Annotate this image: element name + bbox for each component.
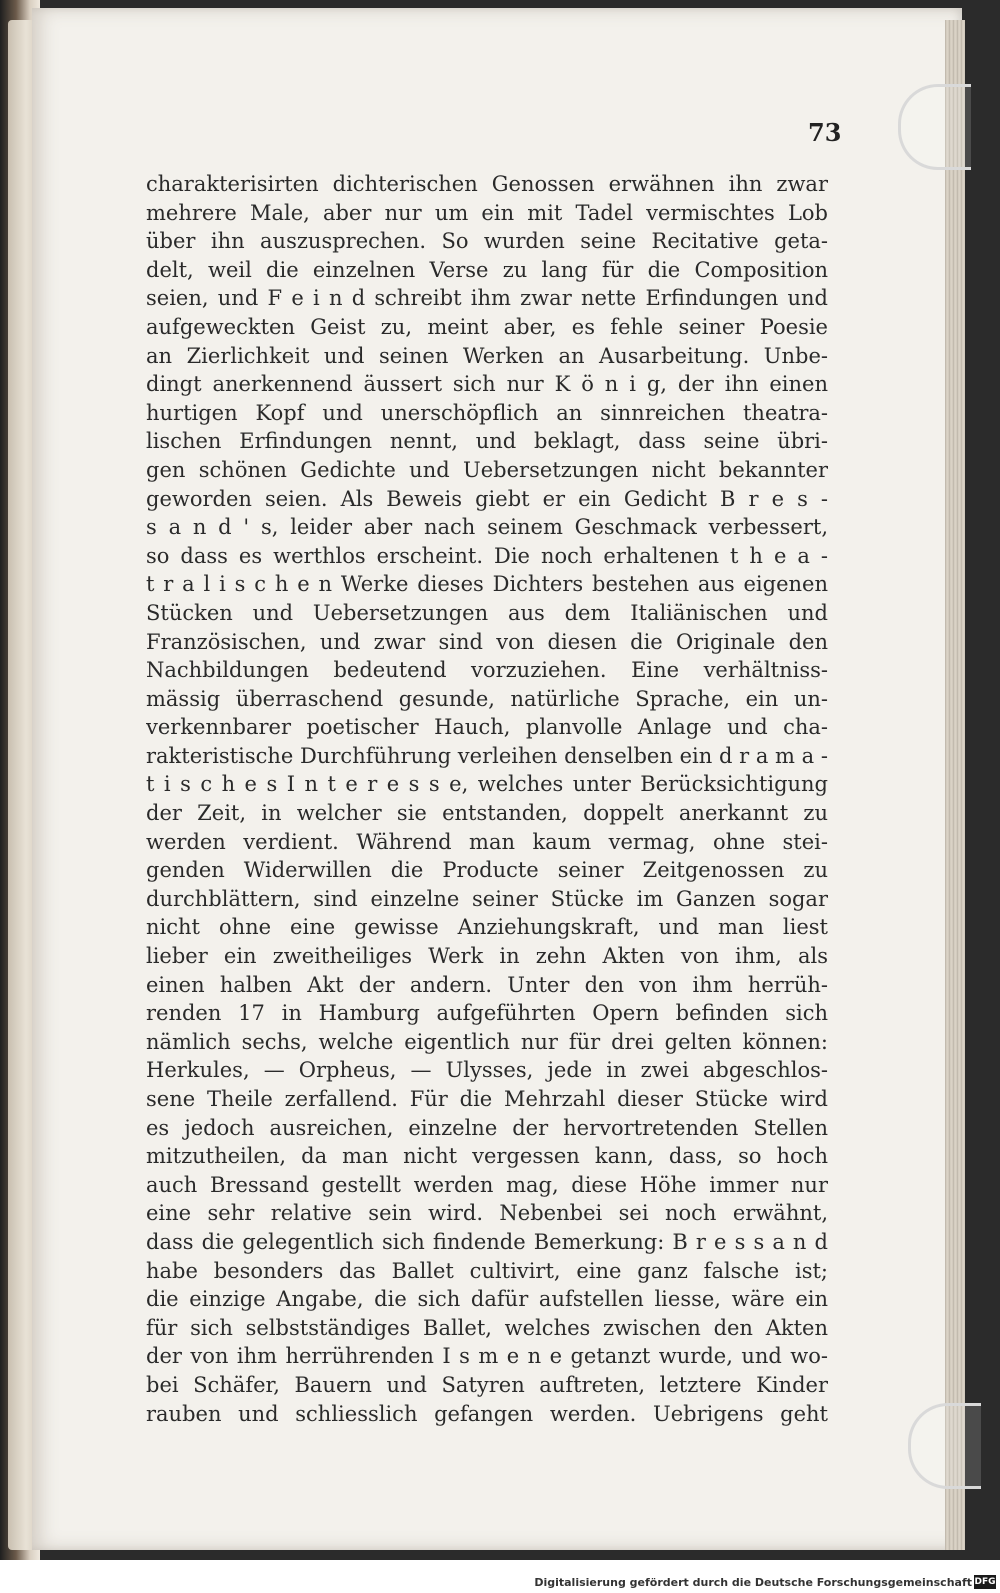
- text-line: Stücken und Uebersetzungen aus dem Italiänischen und: [146, 600, 828, 625]
- text-line: an Zierlichkeit und seinen Werken an Ausarbeitung. Unbe-: [146, 343, 828, 368]
- text-line: über ihn auszusprechen. So wurden seine Recitative geta-: [146, 229, 828, 254]
- text-line: mehrere Male, aber nur um ein mit Tadel vermischtes Lob: [146, 200, 828, 225]
- text-line: nicht ohne eine gewisse Anziehungskraft, und man liest: [146, 915, 828, 940]
- text-line: eine sehr relative sein wird. Nebenbei sei noch erwähnt,: [146, 1201, 828, 1226]
- text-line: auch Bressand gestellt werden mag, diese Höhe immer nur: [146, 1172, 828, 1197]
- dfg-logo: DFG: [974, 1577, 996, 1587]
- text-line: seien, und F e i n d schreibt ihm zwar nette Erfindungen und: [146, 286, 828, 311]
- page-edges: [945, 20, 965, 1550]
- text-line: delt, weil die einzelnen Verse zu lang für die Composition: [146, 257, 828, 282]
- text-line: gen schönen Gedichte und Uebersetzungen nicht bekannter: [146, 457, 828, 482]
- text-line: hurtigen Kopf und unerschöpflich an sinnreichen theatra-: [146, 400, 828, 425]
- text-line: werden verdient. Während man kaum vermag, ohne stei-: [146, 829, 828, 854]
- page-clip-bottom: [908, 1403, 981, 1489]
- footer-credit: Digitalisierung gefördert durch die Deutsche Forschungsgemeinschaft: [534, 1576, 972, 1589]
- text-line: dass die gelegentlich sich findende Bemerkung: B r e s s a n d: [146, 1229, 828, 1254]
- text-line: mitzutheilen, da man nicht vergessen kann, dass, so hoch: [146, 1144, 828, 1169]
- text-line: t i s c h e s I n t e r e s s e, welches unter Berücksichtigung: [146, 772, 828, 797]
- text-line: s a n d ' s, leider aber nach seinem Geschmack verbessert,: [146, 515, 828, 540]
- text-line: die einzige Angabe, die sich dafür aufstellen liesse, wäre ein: [146, 1287, 828, 1312]
- text-line: rakteristische Durchführung verleihen denselben ein d r a m a -: [146, 743, 828, 768]
- text-line: es jedoch ausreichen, einzelne der hervortretenden Stellen: [146, 1115, 828, 1140]
- text-line: durchblättern, sind einzelne seiner Stücke im Ganzen sogar: [146, 886, 828, 911]
- text-line: lischen Erfindungen nennt, und beklagt, dass seine übri-: [146, 429, 828, 454]
- text-line: bei Schäfer, Bauern und Satyren auftreten, letztere Kinder: [146, 1372, 828, 1397]
- text-line: renden 17 in Hamburg aufgeführten Opern befinden sich: [146, 1001, 828, 1026]
- text-line: der Zeit, in welcher sie entstanden, doppelt anerkannt zu: [146, 801, 828, 826]
- body-text: [146, 170, 828, 1428]
- text-line: nämlich sechs, welche eigentlich nur für drei gelten können:: [146, 1029, 828, 1054]
- text-line: geworden seien. Als Beweis giebt er ein Gedicht B r e s -: [146, 486, 828, 511]
- text-line: habe besonders das Ballet cultivirt, eine ganz falsche ist;: [146, 1258, 828, 1283]
- text-line: einen halben Akt der andern. Unter den von ihm herrüh-: [146, 972, 828, 997]
- text-line: mässig überraschend gesunde, natürliche Sprache, ein un-: [146, 686, 828, 711]
- text-line: sene Theile zerfallend. Für die Mehrzahl dieser Stücke wird: [146, 1087, 828, 1111]
- page-number: 73: [808, 118, 842, 147]
- text-line: dingt anerkennend äussert sich nur K ö n i g, der ihn einen: [146, 372, 828, 397]
- text-line: aufgeweckten Geist zu, meint aber, es fehle seiner Poesie: [146, 314, 828, 339]
- text-line: t r a l i s c h e n Werke dieses Dichters bestehen aus eigenen: [146, 572, 828, 597]
- text-line: Französischen, und zwar sind von diesen die Originale den: [146, 629, 828, 654]
- text-line: Nachbildungen bedeutend vorzuziehen. Eine verhältniss-: [146, 658, 828, 683]
- text-line: der von ihm herrührenden I s m e n e getanzt wurde, und wo-: [146, 1344, 828, 1369]
- text-line: Herkules, — Orpheus, — Ulysses, jede in zwei abgeschlos-: [146, 1058, 828, 1083]
- text-line: verkennbarer poetischer Hauch, planvolle Anlage und cha-: [146, 715, 828, 740]
- text-line: lieber ein zweitheiliges Werk in zehn Akten von ihm, als: [146, 944, 828, 969]
- text-line: charakterisirten dichterischen Genossen erwähnen ihn zwar: [146, 172, 828, 196]
- text-line: für sich selbstständiges Ballet, welches zwischen den Akten: [146, 1315, 828, 1340]
- text-line: genden Widerwillen die Producte seiner Zeitgenossen zu: [146, 858, 828, 883]
- text-line: so dass es werthlos erscheint. Die noch erhaltenen t h e a -: [146, 543, 828, 568]
- text-line: rauben und schliesslich gefangen werden. Uebrigens geht: [146, 1401, 828, 1426]
- page-clip-top: [898, 84, 971, 170]
